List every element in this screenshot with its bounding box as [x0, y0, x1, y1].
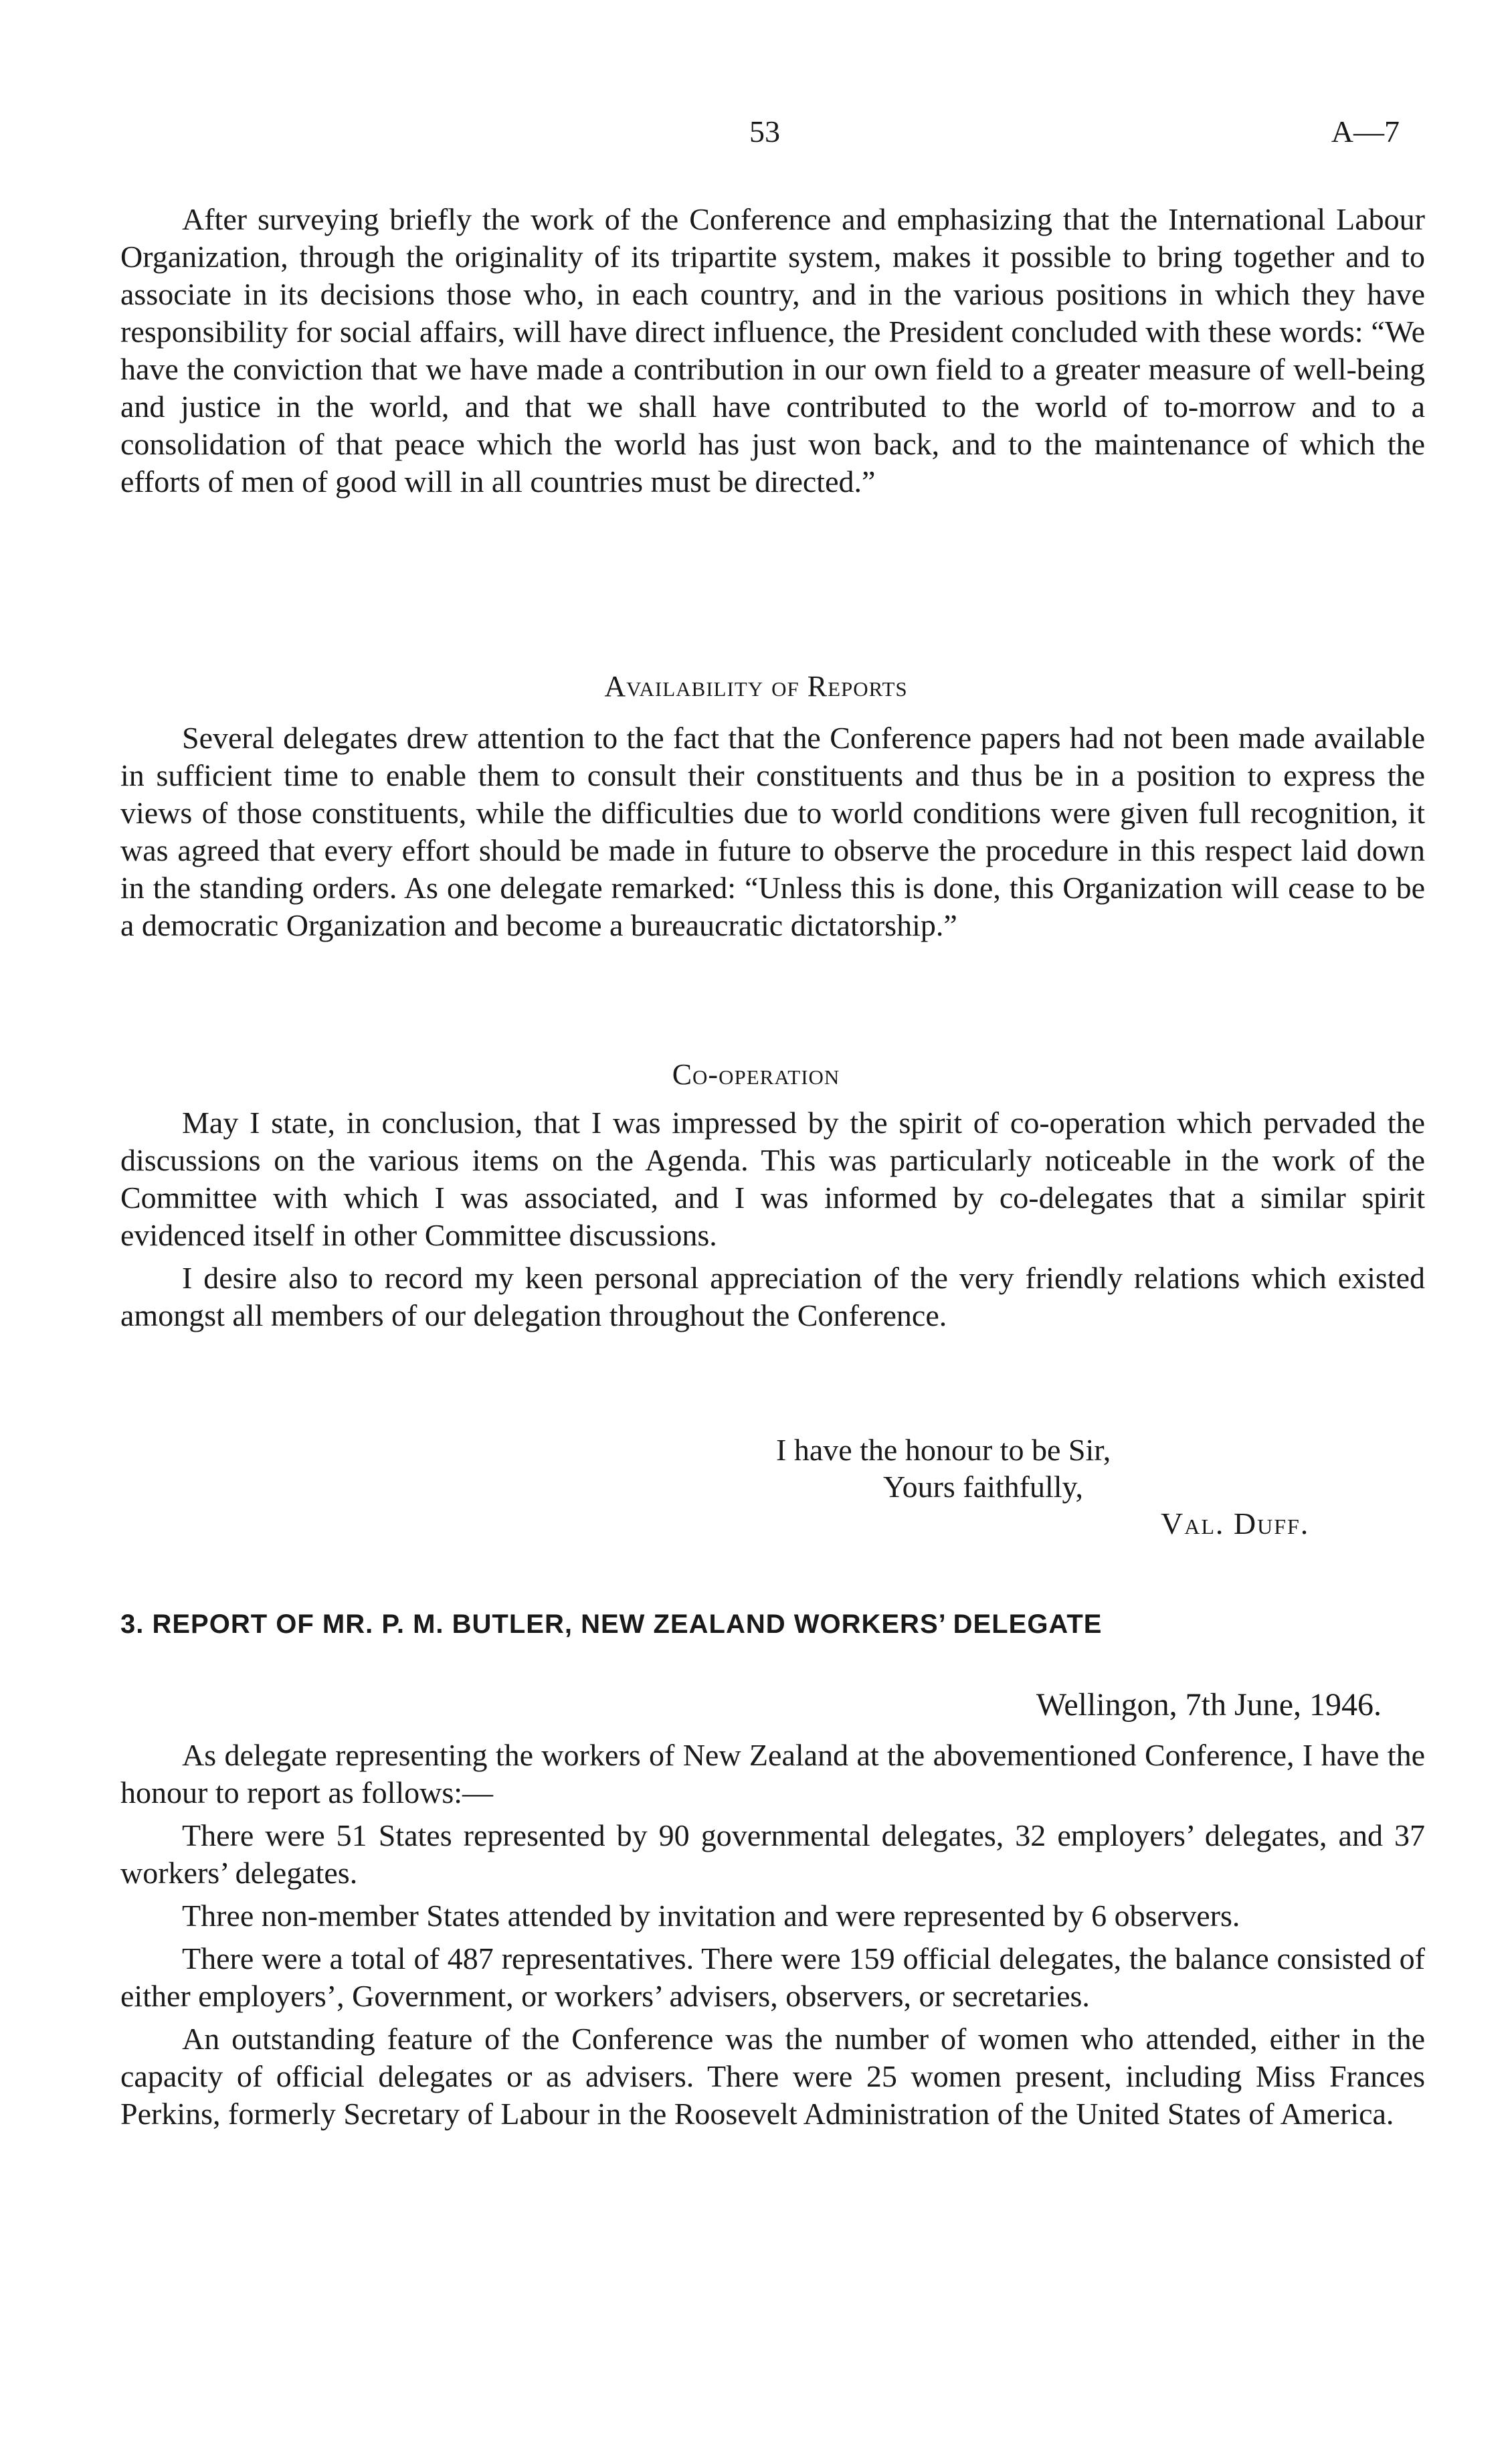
paragraph: There were a total of 487 representatives. There were 159 official delegates, the balance consisted of either employers’, Government, or workers’ advisers, observers, or secretaries. — [120, 1941, 1425, 2013]
paragraph: As delegate representing the workers of New Zealand at the abovementioned Conference, I have the honour to report as follows:— — [120, 1738, 1425, 1810]
section-heading-cooperation: Co-operation — [672, 1058, 840, 1091]
signature-closing: Yours faithfully, — [883, 1470, 1084, 1504]
paragraph: After surveying briefly the work of the Conference and emphasizing that the International Labour Organization, through the originality of its tripartite system, makes it possible to bring together and to associate in its decisions those who, in each country, and in the various positions in which they have responsibility for social affairs, will have direct influence, the President concluded with these words: “We have the conviction that we have made a contribution in our own field to a greater measure of well-being and justice in the world, and that we shall have contributed to the world of to-morrow and to a consolidation of that peace which the world has just won back, and to the maintenance of which the efforts of men of good will in all countries must be directed.” — [120, 202, 1425, 499]
report-heading: 3. REPORT OF MR. P. M. BUTLER, NEW ZEALAND WORKERS’ DELEGATE — [120, 1609, 1103, 1639]
series-code: A—7 — [1331, 114, 1400, 149]
paragraph: Several delegates drew attention to the fact that the Conference papers had not been made available in sufficient time to enable them to consult their constituents and thus be in a position to express the views of those constituents, while the difficulties due to world conditions were given full recognition, it was agreed that every effort should be made in future to observe the procedure in this respect laid down in the standing orders. As one delegate remarked: “Unless this is done, this Organization will cease to be a democratic Organization and become a bureaucratic dictatorship.” — [120, 721, 1425, 942]
report-dateline: Wellingon, 7th June, 1946. — [1036, 1687, 1382, 1723]
signature-name: Val. Duff. — [1161, 1506, 1310, 1541]
paragraph: There were 51 States represented by 90 governmental delegates, 32 employers’ delegates, and 37 workers’ delegates. — [120, 1818, 1425, 1890]
paragraph: Three non-member States attended by invitation and were represented by 6 observers. — [182, 1899, 1240, 1933]
paragraph: An outstanding feature of the Conference was the number of women who attended, either in the capacity of official delegates or as advisers. There were 25 women present, including Miss Frances Perkins, formerly Secretary of Labour in the Roosevelt Administration of the United States of America. — [120, 2022, 1425, 2131]
report-body — [120, 1737, 1425, 2133]
paragraph: I desire also to record my keen personal appreciation of the very friendly relations which existed amongst all members of our delegation throughout the Conference. — [120, 1261, 1425, 1332]
signature-salutation: I have the honour to be Sir, — [776, 1433, 1111, 1467]
paragraph: May I state, in conclusion, that I was impressed by the spirit of co-operation which pervaded the discussions on the various items on the Agenda. This was particularly noticeable in the work of the Committee with which I was associated, and I was informed by co-delegates that a similar spirit evidenced itself in other Committee discussions. — [120, 1106, 1425, 1252]
page-header — [0, 114, 1512, 161]
cooperation-section — [120, 1104, 1425, 1334]
closing-remarks — [120, 201, 1425, 501]
availability-section — [120, 719, 1425, 944]
page-number: 53 — [749, 114, 780, 149]
section-heading-availability: Availability of Reports — [604, 670, 908, 703]
